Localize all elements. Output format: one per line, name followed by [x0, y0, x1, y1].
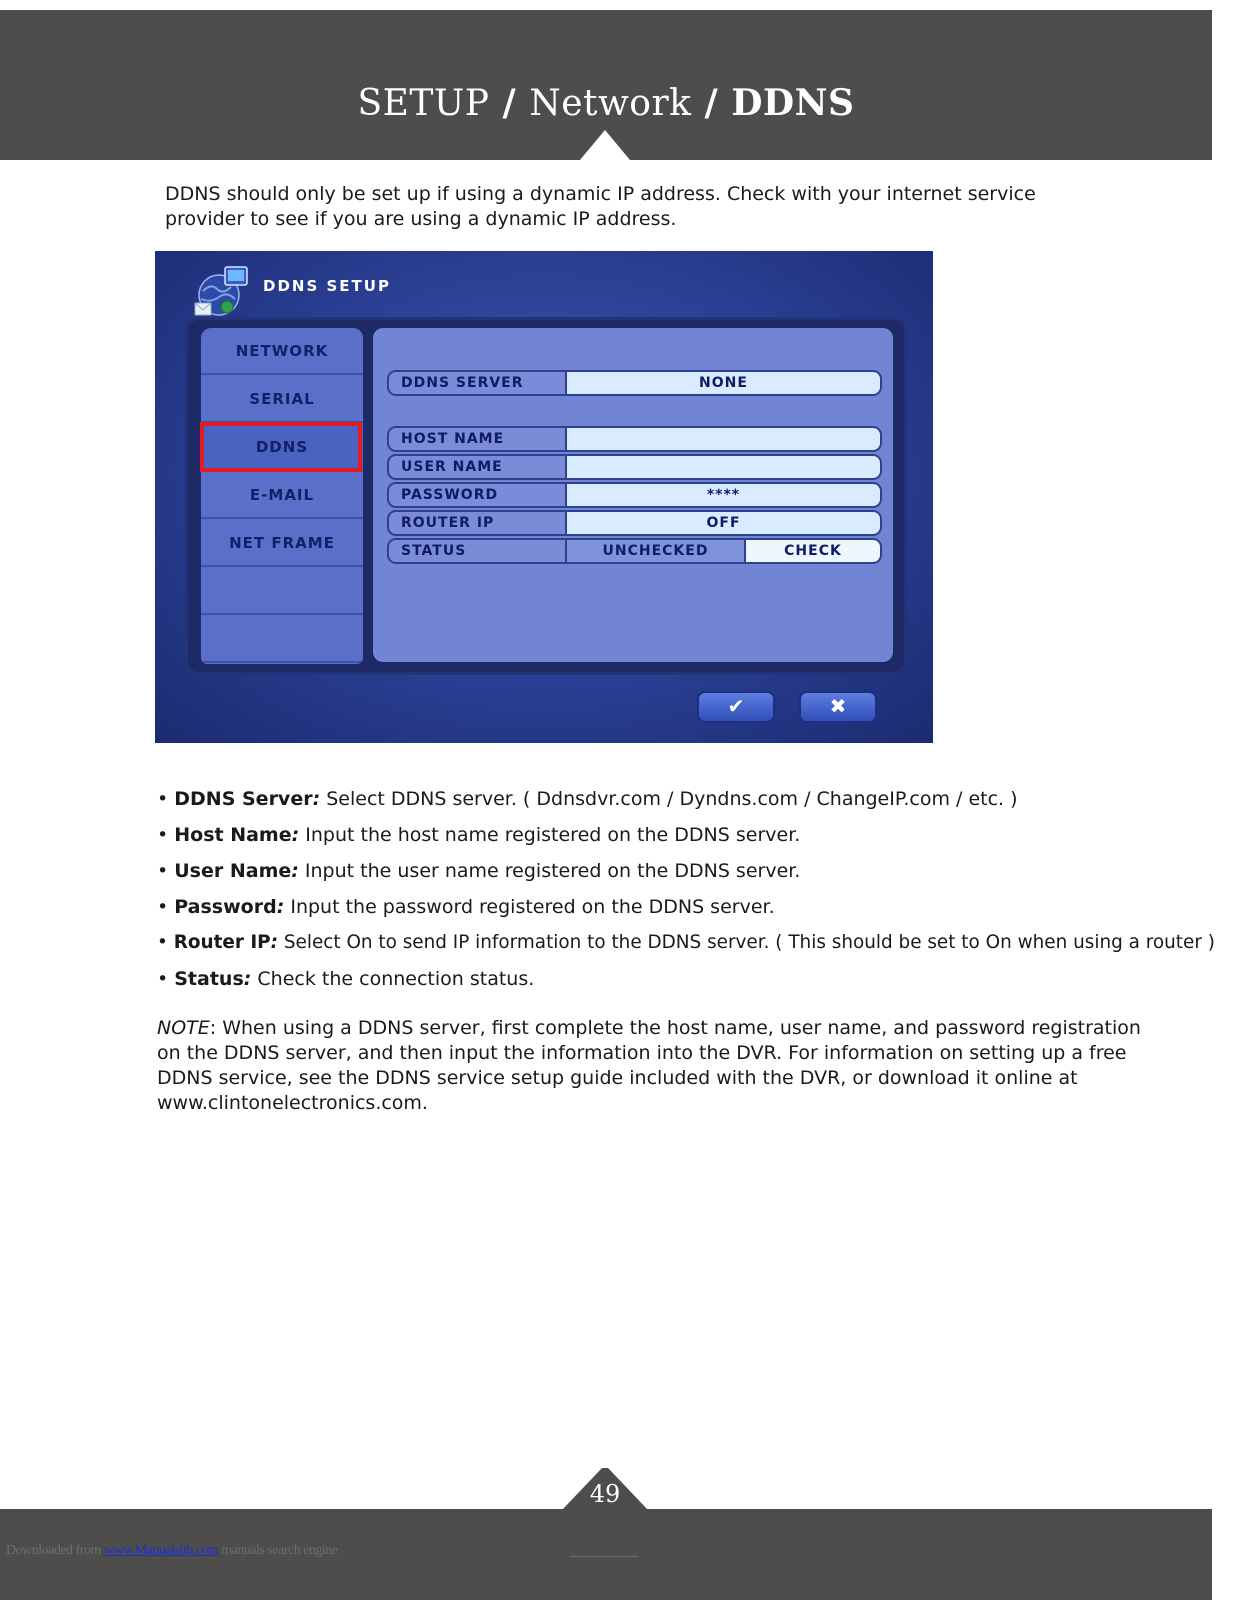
host-name-row — [387, 426, 882, 452]
list-item: • User Name: Input the user name registered on the DDNS server. — [157, 860, 801, 882]
router-ip-toggle[interactable]: OFF — [565, 510, 882, 536]
bullet-term: DDNS Server — [174, 788, 313, 810]
user-name-label: USER NAME — [387, 454, 565, 480]
bullet-term: Router IP — [173, 932, 271, 953]
user-name-row — [387, 454, 882, 480]
field-descriptions — [157, 786, 1215, 1002]
title-slash: / — [489, 82, 530, 124]
password-row — [387, 482, 882, 508]
bullet-term: Host Name — [174, 824, 292, 846]
bullet-text: Input the host name registered on the DDNS server. — [299, 824, 801, 846]
download-watermark — [6, 1543, 338, 1559]
bullet-term: User Name — [174, 860, 292, 882]
menu-item-email[interactable]: E-MAIL — [201, 472, 363, 519]
menu-item-ddns[interactable]: DDNS — [201, 424, 363, 471]
list-item: • DDNS Server: Select DDNS server. ( Ddnsdvr.com / Dyndns.com / ChangeIP.com / etc. ) — [157, 788, 1018, 810]
bullet-colon: : — [276, 896, 285, 918]
dvr-screen — [155, 251, 933, 743]
ddns-server-row — [387, 370, 882, 396]
bullet-colon: : — [270, 932, 279, 953]
user-name-field[interactable] — [565, 454, 882, 480]
screen-title: DDNS SETUP — [263, 277, 391, 295]
bullet-colon: : — [312, 788, 321, 810]
bullet-colon: : — [291, 860, 299, 882]
menu-item-network[interactable]: NETWORK — [201, 328, 363, 375]
page-title — [0, 82, 1212, 124]
checkmark-icon: ✔ — [727, 694, 745, 718]
ok-button[interactable] — [697, 691, 775, 723]
password-field[interactable]: **** — [565, 482, 882, 508]
header-notch — [580, 130, 630, 160]
bullet-term: Password — [174, 896, 277, 918]
status-row — [387, 538, 882, 564]
manualslib-link[interactable]: www.Manualslib.com — [103, 1543, 219, 1558]
list-item: • Host Name: Input the host name registered on the DDNS server. — [157, 824, 801, 846]
note-label: NOTE — [157, 1017, 210, 1039]
selection-highlight — [200, 422, 362, 472]
note-text: : When using a DDNS server, first complete the host name, user name, and password registration on the DDNS server, and then input the information into the DVR. For information on setting up a free DDNS service, see the DDNS service setup guide included with the DVR, or download it online at www.clintonelectronics.com. — [157, 1017, 1141, 1114]
bullet-text: Input the password registered on the DDNS server. — [284, 896, 775, 918]
status-label: STATUS — [387, 538, 565, 564]
title-setup: SETUP — [357, 83, 490, 124]
host-name-field[interactable] — [565, 426, 882, 452]
list-item: • Router IP: Select On to send IP information to the DDNS server. ( This should be set to On when using a router ) — [157, 932, 1215, 953]
bullet-text: Select On to send IP information to the DDNS server. ( This should be set to On when using a router ) — [278, 932, 1215, 953]
host-name-label: HOST NAME — [387, 426, 565, 452]
network-globe-icon — [191, 263, 253, 319]
note-paragraph — [157, 1016, 1147, 1116]
ddns-server-select[interactable]: NONE — [565, 370, 882, 396]
footer-divider — [570, 1556, 638, 1557]
cancel-button[interactable] — [799, 691, 877, 723]
password-label: PASSWORD — [387, 482, 565, 508]
title-slash: / — [691, 82, 732, 124]
list-item: • Password: Input the password registered on the DDNS server. — [157, 896, 775, 918]
bullet-text: Input the user name registered on the DDNS server. — [298, 860, 801, 882]
watermark-prefix: Downloaded from — [6, 1543, 104, 1558]
ddns-server-label: DDNS SERVER — [387, 370, 565, 396]
menu-item-empty — [201, 616, 363, 663]
router-ip-label: ROUTER IP — [387, 510, 565, 536]
check-button[interactable]: CHECK — [746, 538, 882, 564]
title-network: Network — [529, 83, 692, 124]
title-ddns: DDNS — [731, 82, 855, 124]
bullet-term: Status — [174, 968, 244, 990]
bullet-colon: : — [243, 968, 252, 990]
menu-item-serial[interactable]: SERIAL — [201, 376, 363, 423]
list-item: • Status: Check the connection status. — [157, 968, 535, 990]
watermark-suffix: manuals search engine — [218, 1543, 338, 1558]
page-number: 49 — [589, 1480, 621, 1508]
setup-menu — [201, 328, 363, 664]
bullet-colon: : — [291, 824, 300, 846]
status-value: UNCHECKED — [565, 538, 746, 564]
close-icon: ✖ — [829, 694, 847, 718]
router-ip-row — [387, 510, 882, 536]
menu-item-empty — [201, 568, 363, 615]
intro-paragraph: DDNS should only be set up if using a dynamic IP address. Check with your internet service provider to see if you are using a dynamic IP address. — [165, 183, 1036, 230]
bullet-text: Check the connection status. — [251, 968, 535, 990]
bullet-text: Select DDNS server. ( Ddnsdvr.com / Dyndns.com / ChangeIP.com / etc. ) — [320, 788, 1018, 810]
menu-item-net-frame[interactable]: NET FRAME — [201, 520, 363, 567]
